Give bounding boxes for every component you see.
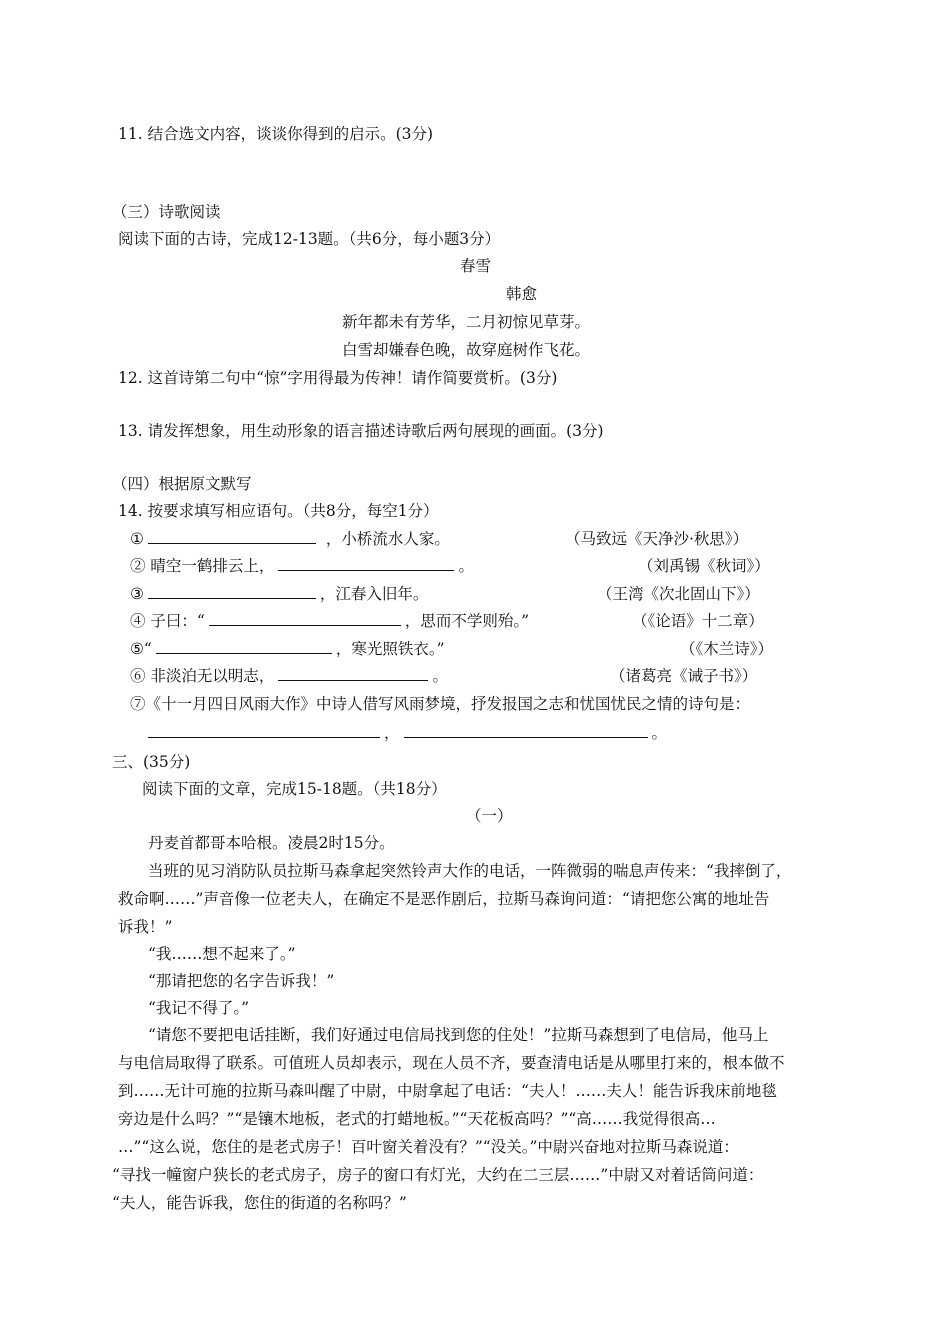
blank-5[interactable] xyxy=(156,639,332,654)
paragraph-line: “我记不得了。” xyxy=(148,999,250,1017)
poem-line-1: 新年都未有芳华，二月初惊见草芽。 xyxy=(342,313,591,331)
paragraph-line: 丹麦首都哥本哈根。凌晨2时15分。 xyxy=(148,834,395,852)
source-1: （马致远《天净沙·秋思》） xyxy=(565,530,749,548)
poem-instruction: 阅读下面的古诗，完成12-13题。（共6分，每小题3分） xyxy=(118,230,501,248)
dictation-heading: （四）根据原文默写 xyxy=(112,475,252,493)
dictation-item-4: ④ 子曰：“ ，思而不学则殆。” xyxy=(130,612,530,630)
blank-7b[interactable] xyxy=(404,723,648,738)
blank-6[interactable] xyxy=(278,666,428,681)
source-2: （刘禹锡《秋词》） xyxy=(638,557,770,575)
dictation-item-7-blanks: ， 。 xyxy=(148,723,667,743)
dictation-item-7: ⑦《十一月四日风雨大作》中诗人借写风雨梦境，抒发报国之志和忧国忧民之情的诗句是： xyxy=(130,695,751,713)
blank-2[interactable] xyxy=(278,556,454,571)
blank-4[interactable] xyxy=(209,611,401,626)
paragraph-line: …”“这么说，您住的是老式房子！百叶窗关着没有？”“没关。”中尉兴奋地对拉斯马森说道： xyxy=(118,1138,739,1156)
section-mark: （一） xyxy=(466,807,513,825)
part3-heading: 三、(35分) xyxy=(112,753,191,771)
question-12: 12. 这首诗第二句中“惊”字用得最为传神！请作简要赏析。(3分) xyxy=(118,369,558,387)
blank-3[interactable] xyxy=(148,584,316,599)
dictation-item-6: ⑥ 非淡泊无以明志， 。 xyxy=(130,667,448,685)
paragraph-line: 救命啊……”声音像一位老夫人，在确定不是恶作剧后，拉斯马森询问道：“请把您公寓的地址告 xyxy=(118,890,770,908)
paragraph-line: “我……想不起来了。” xyxy=(148,945,296,963)
paragraph-line: “寻找一幢窗户狭长的老式房子，房子的窗口有灯光，大约在二三层……”中尉又对着话筒问道： xyxy=(112,1166,764,1184)
dictation-item-1: ① ，小桥流水人家。 xyxy=(130,530,450,548)
blank-7a[interactable] xyxy=(148,723,380,738)
source-4: （《论语》十二章） xyxy=(632,612,764,630)
poem-section-heading: （三）诗歌阅读 xyxy=(112,203,221,221)
paragraph-line: 旁边是什么吗？”“是镶木地板，老式的打蜡地板。”“天花板高吗？”“高……我觉得很高… xyxy=(118,1110,716,1128)
dictation-item-3: ③ ，江春入旧年。 xyxy=(130,585,429,603)
paragraph-line: 当班的见习消防队员拉斯马森拿起突然铃声大作的电话，一阵微弱的喘息声传来：“我摔倒了， xyxy=(148,862,792,880)
paragraph-line: “请您不要把电话挂断，我们好通过电信局找到您的住处！”拉斯马森想到了电信局，他马上 xyxy=(148,1026,769,1044)
dictation-item-5: ⑤“ ，寒光照铁衣。” xyxy=(130,640,445,658)
paragraph-line: “夫人，能告诉我，您住的街道的名称吗？” xyxy=(112,1194,407,1212)
poem-line-2: 白雪却嫌春色晚，故穿庭树作飞花。 xyxy=(342,341,591,359)
source-5: （《木兰诗》） xyxy=(680,640,774,658)
paragraph-line: “那请把您的名字告诉我！” xyxy=(148,972,335,990)
question-14: 14. 按要求填写相应语句。（共8分，每空1分） xyxy=(118,502,439,520)
question-13: 13. 请发挥想象，用生动形象的语言描述诗歌后两句展现的画面。(3分) xyxy=(118,422,604,440)
blank-1[interactable] xyxy=(148,529,316,544)
source-3: （王湾《次北固山下》） xyxy=(597,585,760,603)
source-6: （诸葛亮《诫子书》） xyxy=(610,667,758,685)
paragraph-line: 到……无计可施的拉斯马森叫醒了中尉，中尉拿起了电话：“夫人！……夫人！能告诉我床前地毯 xyxy=(118,1082,777,1100)
question-11: 11. 结合选文内容，谈谈你得到的启示。(3分) xyxy=(118,125,434,143)
paragraph-line: 与电信局取得了联系。可值班人员却表示，现在人员不齐，要查清电话是从哪里打来的，根本做不 xyxy=(118,1054,785,1072)
part3-instruction: 阅读下面的文章，完成15-18题。（共18分） xyxy=(142,780,447,798)
poem-title: 春雪 xyxy=(460,257,492,275)
paragraph-line: 诉我！” xyxy=(118,918,173,936)
dictation-item-2: ② 晴空一鹤排云上， 。 xyxy=(130,557,474,575)
poem-author: 韩愈 xyxy=(506,285,538,303)
